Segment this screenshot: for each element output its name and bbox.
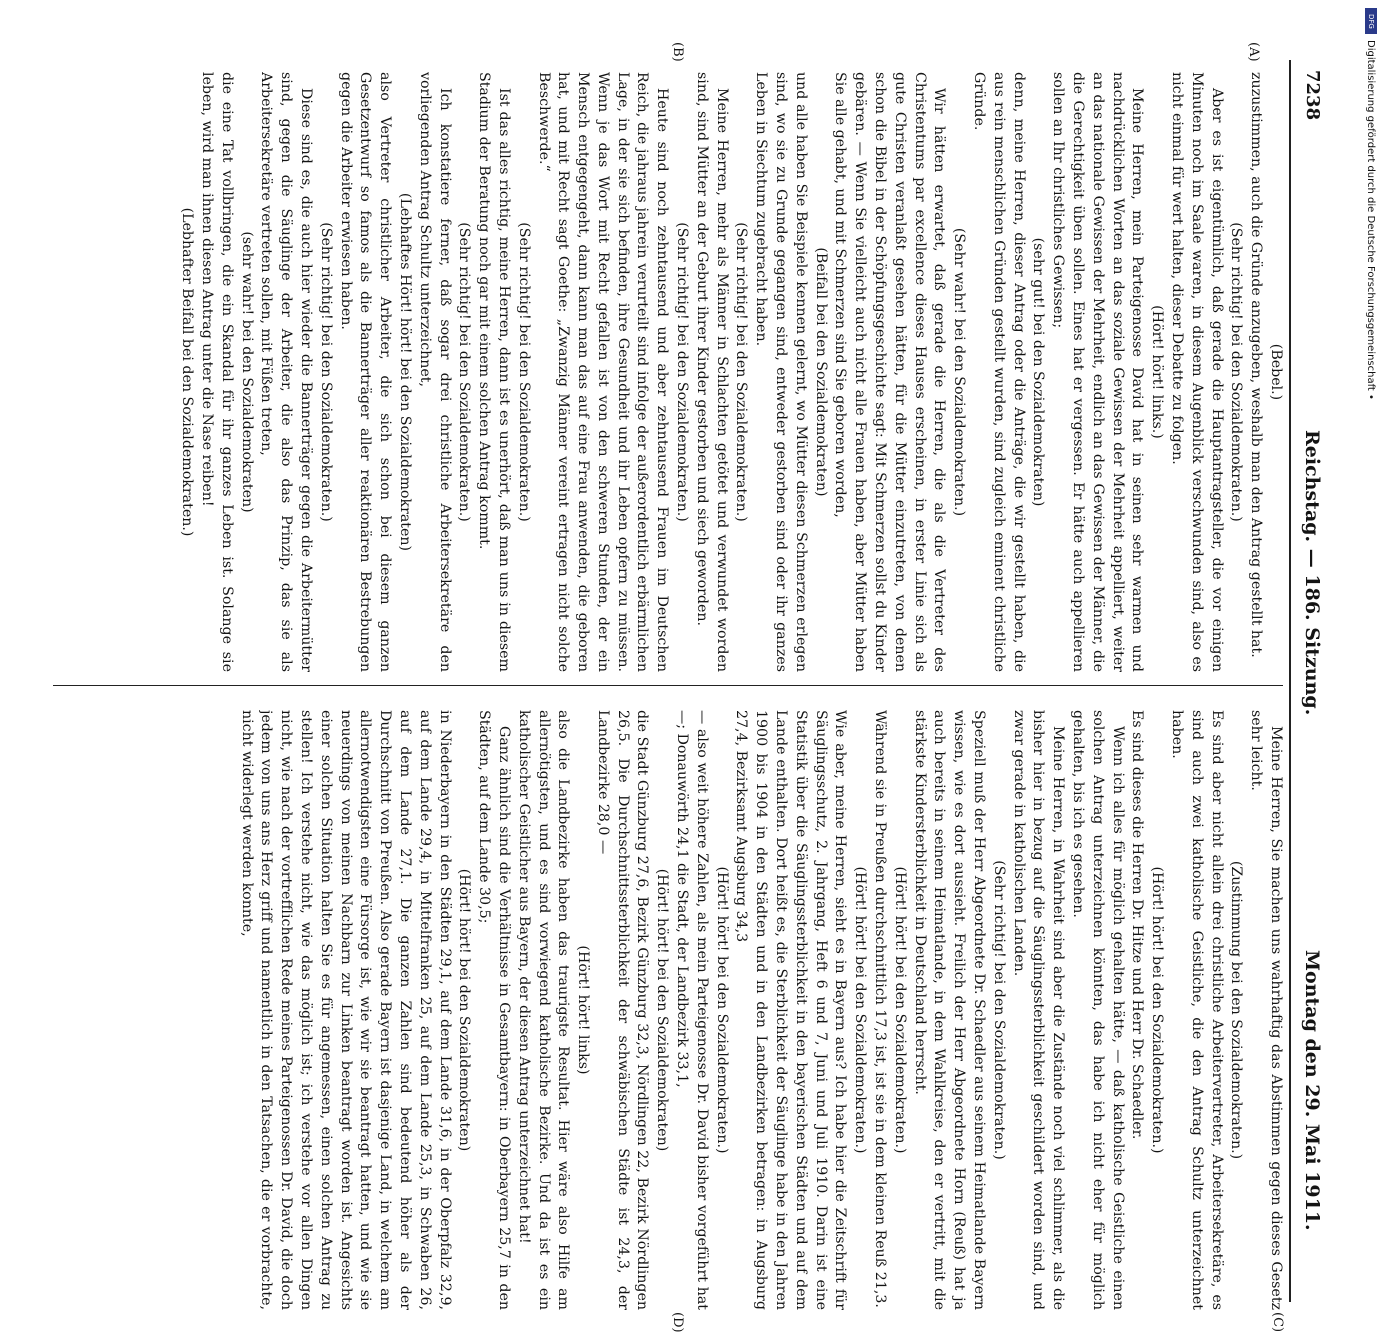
paragraph: Speziell muß der Herr Abgeordnete Dr. Schaedler aus seinem Heimatlande Bayern wissen, wie es dort aussieht. Freilich der Herr Abgeordnete Horn (Reuß) hat ja auch bereits in seinem Heimatlande, in dem Wahlkreise, den er vertritt, mit die stärkste Kindersterblichkeit in Deutschland herrscht.: [911, 710, 988, 1310]
paragraph: Während sie in Preußen durchschnittlich 17,3 ist, ist sie in dem kleinen Reuß 21,3.: [872, 710, 889, 1308]
paragraph: Wir hätten erwartet, daß gerade die Herren, die als die Vertreter des Christentums par excellence dieses Hauses erscheinen, in erster Linie sich als gute Christen veranlaßt gesehen hätten, für die Mütter einzutreten, von denen schon die Bibel in der Schöpfungsgeschichte sagt: Mit Schmerzen sollst du Kinder gebären. — Wenn Sie vielleicht auch nicht alle Frauen haben, aber Mütter haben Sie alle gehabt, und mit Schmerzen sind Sie geboren worden,: [832, 72, 948, 672]
paragraph: Meine Herren, mehr als Männer in Schlachten getötet und verwundet worden sind, sind Mütter an der Geburt ihrer Kinder gestorben und siech geworden.: [693, 72, 730, 672]
header-rule: [1289, 60, 1291, 1302]
paragraph: in Niederbayern in den Städten 29,1, auf dem Lande 31,6, in der Oberpfalz 32,9, auf dem Lande 29,4, in Mittelfranken 25, auf dem Lande 25,3, in Schwaben 26, auf dem Lande 27,1. Die ganzen Zahlen sind bedeutend höher als der Durchschnitt von Preußen. Also gerade Bayern ist dasjenige Land, in welchem am allernotwendigsten eine Fürsorge ist, wie wir sie beantragt hatten, und wie sie neuerdings von meinen Nachbarn zur Linken beantragt worden ist. Angesichts einer solchen Situation halten Sie es für angemessen, einen solchen Antrag zu stellen! Ich verstehe nicht, wie das möglich ist; ich verstehe vor allen Dingen nicht, wie nach der vortrefflichen Rede meines Parteigenossen Dr. David, die doch jedem von uns ans Herz griff und namentlich in den Tatsachen, die er vorbrachte, nicht widerlegt werden konnte,: [238, 710, 453, 1310]
interjection: (Hört! hört! bei den Sozialdemokraten.): [1149, 866, 1166, 1154]
column-divider: [53, 685, 1283, 686]
margin-mark-c: (C): [1270, 1312, 1285, 1333]
interjection: (Lebhafter Beifall bei den Sozialdemokraten.): [179, 207, 196, 537]
right-column-body: [236, 710, 1285, 1310]
session-title: Reichstag. — 186. Sitzung.: [1301, 430, 1323, 716]
paragraph: also die Landbezirke haben das traurigste Resultat. Hier wäre also Hilfe am allernötigsten, und es sind vorwiegend katholische Bezirke. Und da ist es ein katholischer Geistlicher aus Bayern, der diesen Antrag unterzeichnet hat!: [515, 710, 572, 1310]
interjection: (Hört! hört! bei den Sozialdemokraten.): [891, 866, 908, 1154]
interjection: (Sehr richtig! bei den Sozialdemokraten.): [1228, 222, 1245, 522]
interjection: (Hört! hört! bei den Sozialdemokraten): [456, 868, 473, 1152]
interjection: (Sehr richtig! bei den Sozialdemokraten.): [990, 860, 1007, 1160]
paragraph: Meine Herren, in Wahrheit sind aber die Zustände noch viel schlimmer, als die bisher hier in bezug auf die Säuglingssterblichkeit geschildert worden sind, und zwar gerade in katholischen Landen.: [1010, 710, 1067, 1310]
interjection: (Hört! hört! links): [575, 945, 592, 1075]
paragraph: zuzustimmen, auch die Gründe anzugeben, weshalb man den Antrag gestellt hat.: [1248, 72, 1265, 658]
paragraph: Ganz ähnlich sind die Verhältnisse in Gesamtbayern: in Oberbayern 25,7 in den Städten, auf dem Lande 30,5;: [476, 710, 512, 1310]
interjection: (Sehr wahr! bei den Sozialdemokraten.): [951, 227, 968, 517]
interjection: (Beifall bei den Sozialdemokraten): [812, 247, 829, 497]
paragraph: Ist das alles richtig, meine Herren, dann ist es unerhört, daß man uns in diesem Stadium der Beratung noch gar mit einem solchen Antrag kommt.: [476, 72, 512, 672]
left-column-body: [176, 72, 1265, 672]
interjection: (Lebhaftes Hört! hört! bei den Sozialdemokraten): [396, 192, 413, 552]
paragraph: denn, meine Herren, dieser Antrag oder die Anträge, die wir gestellt haben, die aus rein menschlichen Gründen gestellt wurden, sind zugleich eminent christliche Gründe.: [971, 72, 1027, 672]
margin-mark-b: (B): [670, 42, 685, 62]
paragraph: also Vertreter christlicher Arbeiter, die sich schon bei diesem ganzen Gesetzentwurf so famos als die Bannerträger aller reaktionären Bestrebungen gegen die Arbeiter erwiesen haben.: [337, 72, 394, 672]
right-column: [45, 710, 1285, 1310]
interjection: (Sehr richtig! bei den Sozialdemokraten.): [515, 222, 532, 522]
paragraph: — also weit höhere Zahlen, als mein Parteigenosse Dr. David bisher vorgeführt hat —; Donauwörth 24,1 die Stadt, der Landbezirk 33,1,: [674, 710, 710, 1310]
paragraph: Heute sind noch zehntausend und aber zehntausend Frauen im Deutschen Reich, die jahraus jahrein verurteilt sind infolge der außerordentlich erbärmlichen Lage, in der sie sich befinden, ihre Gesundheit und ihr Leben opfern zu müssen. Wenn je das Wort mit Recht gefallen ist von den schweren Stunden, der ein Mensch entgegengeht, dann kann man das auf eine Frau anwenden, die geboren hat, und mit Recht sagt Goethe: „Zwanzig Männer vereint ertragen nicht solche Beschwerde.“: [535, 72, 671, 672]
paragraph: und alle haben Sie Beispiele kennen gelernt, wo Mütter diesen Schmerzen erlegen sind, wo sie zu Grunde gegangen sind, entweder gestorben sind oder ihr ganzes Leben in Siechtum zugebracht haben.: [753, 72, 809, 672]
digitization-credit: Digitalisierung gefördert durch die Deutsche Forschungsgemeinschaft •: [1365, 40, 1376, 400]
paragraph: Meine Herren, Sie machen uns wahrhaftig das Abstimmen gegen dieses Gesetz sehr leicht.: [1248, 710, 1284, 1310]
page-number: 7238: [1302, 70, 1323, 121]
interjection: (Sehr richtig! bei den Sozialdemokraten.): [456, 222, 473, 522]
interjection: (Hört! hört! links.): [1149, 305, 1166, 439]
dfg-logo: DFG: [1365, 8, 1377, 34]
paragraph: Wie aber, meine Herren, sieht es in Bayern aus? Ich habe hier die Zeitschrift für Säuglingsschutz, 2. Jahrgang, Heft 6 und 7, Juni und Juli 1910. Darin ist eine Statistik über die Säuglingssterblichkeit in den bayerischen Städten und auf dem Lande enthalten. Dort heißt es, die Sterblichkeit der Säuglinge habe in den Jahren 1900 bis 1904 in den Städten und in den Landbezirken betragen: in Augsburg 27,4, Bezirksamt Augsburg 34,3: [733, 710, 849, 1310]
paragraph: Es sind dieses die Herren Dr. Hitze und Herr Dr. Schaedler.: [1129, 710, 1146, 1140]
paragraph: Wenn ich alles für möglich gehalten hätte, — daß katholische Geistliche einen solchen Antrag unterzeichnen könnten, das habe ich nicht eher für möglich gehalten, bis ich es gesehen.: [1070, 710, 1126, 1310]
left-column: [45, 72, 1285, 672]
margin-mark-a: (A): [1246, 42, 1261, 62]
interjection: (Hört! hört! bei den Sozialdemokraten): [654, 868, 671, 1152]
paragraph: Diese sind es, die auch hier wieder die Bannerträger gegen die Arbeitermütter sind, gegen die Säuglinge der Arbeiter, die also das Prinzip, das sie als Arbeitersekretäre vertreten sollen, mit Füßen treten,: [258, 72, 314, 672]
interjection: (Hört! hört! bei den Sozialdemokraten.): [852, 866, 869, 1154]
page-header: [1295, 70, 1329, 1290]
session-date: Montag den 29. Mai 1911.: [1301, 950, 1323, 1231]
interjection: (sehr wahr! bei den Sozialdemokraten): [238, 231, 255, 513]
paragraph: Ich konstatiere ferner, daß sogar drei christliche Arbeitersekretäre den vorliegenden Antrag Schultz unterzeichnet,: [416, 72, 453, 672]
paragraph: Meine Herren, mein Parteigenosse David hat in seinen sehr warmen und nachdrücklichen Worten an das soziale Gewissen der Mehrheit appelliert, weiter an das nationale Gewissen der Mehrheit, endlich an das Gewissen der Männer, die die Gerechtigkeit üben sollen. Eines hat er vergessen. Er hätte auch appellieren sollen an Ihr christliches Gewissen;: [1050, 72, 1146, 672]
interjection: (Sehr richtig! bei den Sozialdemokraten.): [733, 222, 750, 522]
speaker-label: (Bebel.): [1268, 343, 1284, 401]
paragraph: die Stadt Günzburg 27,6, Bezirk Günzburg 32,3, Nördlingen 22, Bezirk Nördlingen 26,5. Die Durchschnittssterblichkeit der schwäbischen Städte ist 24,3, der Landbezirke 28,0 —: [594, 710, 651, 1310]
paragraph: Aber es ist eigentümlich, daß gerade die Hauptantragsteller, die vor einigen Minuten noch im Saale waren, in diesem Augenblick verschwunden sind, also es nicht einmal für wert halten, dieser Debatte zu folgen.: [1169, 72, 1225, 672]
interjection: (Sehr richtig! bei den Sozialdemokraten.): [674, 222, 691, 522]
paragraph: die eine Tat vollbringen, die ein Skandal für ihr ganzes Leben ist. Solange sie leben, wird man ihnen diesen Antrag unter die Nase reiben!: [198, 72, 235, 672]
margin-mark-d: (D): [670, 1312, 685, 1333]
paragraph: Es sind aber nicht allein drei christliche Arbeitervertreter, Arbeitersekretäre, es sind auch zwei katholische Geistliche, die den Antrag Schultz unterzeichnet haben.: [1169, 710, 1225, 1310]
interjection: (Sehr richtig! bei den Sozialdemokraten.): [317, 222, 334, 522]
interjection: (Hört! hört! bei den Sozialdemokraten.): [713, 866, 730, 1154]
interjection: (Zustimmung bei den Sozialdemokraten.): [1228, 860, 1245, 1160]
interjection: (sehr gut! bei den Sozialdemokraten): [1030, 237, 1047, 507]
